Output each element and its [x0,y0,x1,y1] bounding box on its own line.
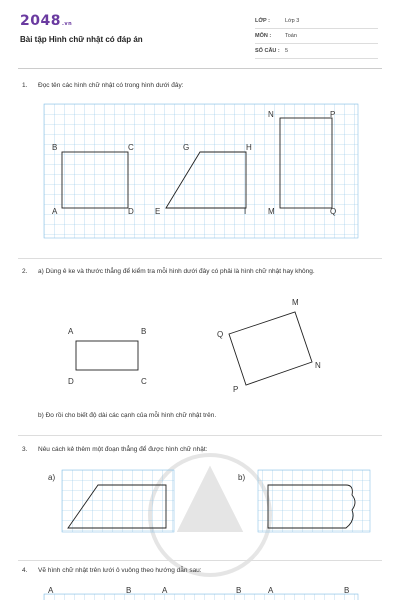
fig1-label-b: B [52,143,58,152]
fig1-label-g: G [183,143,190,152]
fig2-label-c: C [141,377,147,386]
fig4-label-a3: A [268,586,274,595]
fig4-label-a2: A [162,586,168,595]
page-title: Bài tập Hình chữ nhật có đáp án [20,35,143,44]
question-3-number: 3. [22,446,28,453]
question-1-text: Đọc tên các hình chữ nhật có trong hình dưới đây: [38,82,184,89]
fig3-label-b: b) [238,473,246,482]
fig2-label-b: B [141,327,147,336]
fig4-label-b2: B [236,586,242,595]
meta-subject-value: Toán [285,33,297,39]
fig2-label-p: P [233,385,239,394]
question-2-number: 2. [22,268,28,275]
fig1-label-c: C [128,143,134,152]
question-3-text: Nêu cách kẻ thêm một đoạn thẳng để được hình chữ nhật: [38,446,208,453]
fig1-label-q: Q [330,207,337,216]
fig1-label-a: A [52,207,58,216]
fig1-label-n: N [268,110,274,119]
fig4-label-a1: A [48,586,54,595]
meta-count-value: 5 [285,48,289,54]
fig1-label-d: D [128,207,134,216]
fig3-label-a: a) [48,473,56,482]
question-4-number: 4. [22,567,28,574]
meta-class-key: LỚP : [255,18,270,24]
fig1-label-p: P [330,110,336,119]
site-logo[interactable]: 2048.vn [20,13,73,29]
fig4-label-b3: B [344,586,350,595]
fig2-label-d: D [68,377,74,386]
meta-class-value: Lớp 3 [285,18,300,24]
question-1-number: 1. [22,82,28,89]
fig4-label-b1: B [126,586,132,595]
fig1-label-i: I [244,207,247,216]
fig2-label-m: M [292,298,299,307]
fig2-label-q: Q [217,330,224,339]
question-2-text: a) Dùng ê ke và thước thẳng để kiểm tra mỗi hình dưới đây có phải là hình chữ nhật hay không. [38,268,315,275]
meta-count-key: SỐ CÂU : [255,48,280,54]
fig1-label-h: H [246,143,252,152]
fig1-label-m: M [268,207,275,216]
question-2b: b) Đo rồi cho biết độ dài các cạnh của mỗi hình chữ nhật trên. [38,412,217,419]
meta-subject-key: MÔN : [255,33,272,39]
question-4-text: Vẽ hình chữ nhật trên lưới ô vuông theo hướng dẫn sau: [38,567,202,574]
fig2-label-n: N [315,361,321,370]
fig1-label-e: E [155,207,161,216]
fig2-label-a: A [68,327,74,336]
